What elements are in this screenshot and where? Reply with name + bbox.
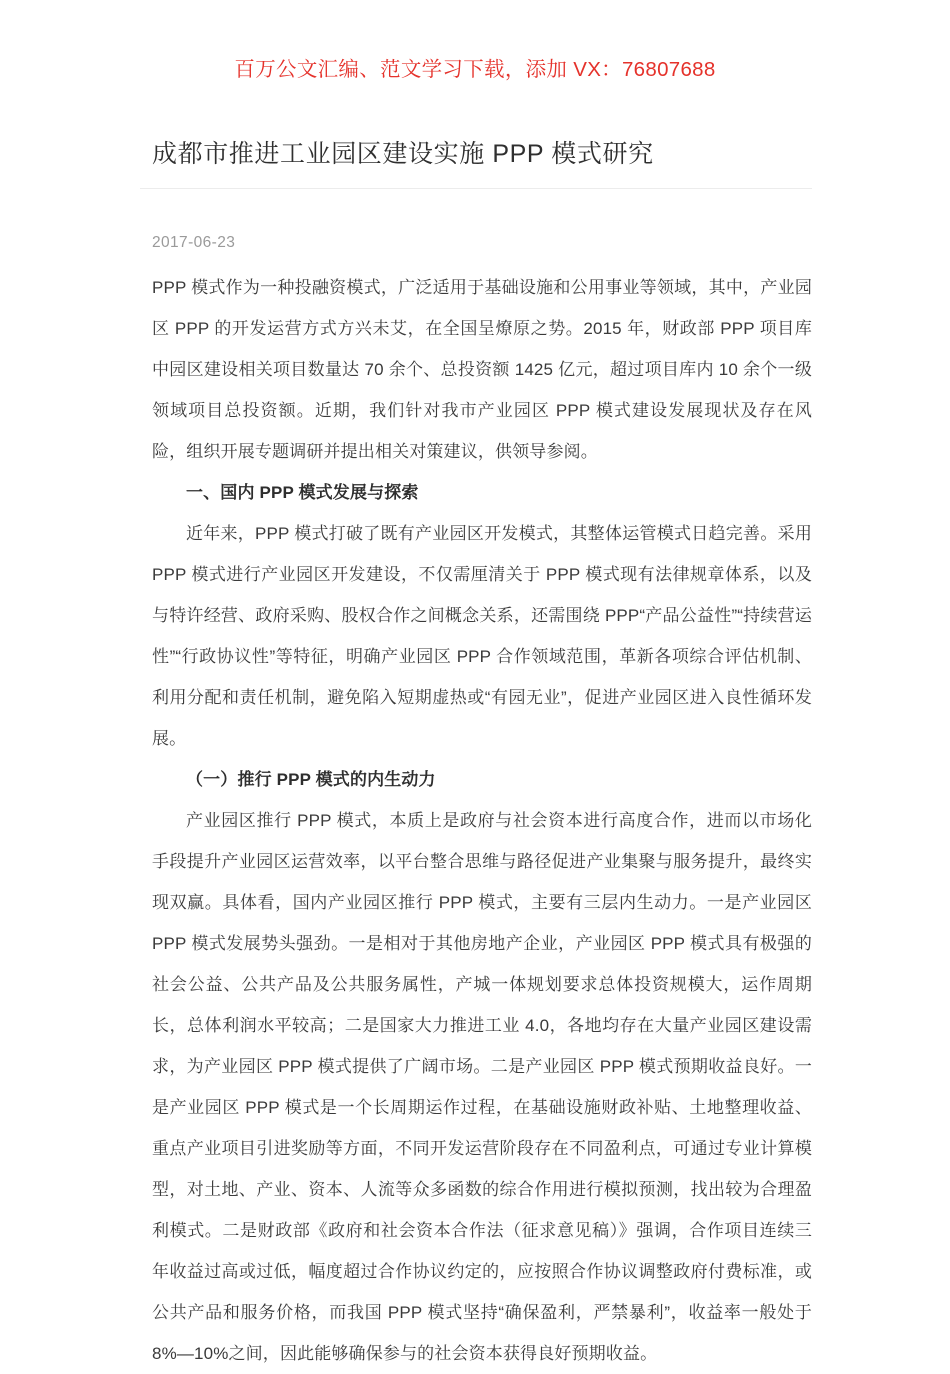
document-container [140, 126, 812, 1374]
page-title: 成都市推进工业园区建设实施 PPP 模式研究 [152, 140, 654, 168]
document-body [140, 267, 812, 1374]
body-paragraph: 近年来，PPP 模式打破了既有产业园区开发模式，其整体运管模式日趋完善。采用 PPP 模式进行产业园区开发建设，不仅需厘清关于 PPP 模式现有法律规章体系，以及与特许经营、政府采购、股权合作之间概念关系，还需围绕 PPP“产品公益性”“持续营运性”“行政协议性”等特征，明确产业园区 PPP 合作领域范围，革新各项综合评估机制、利用分配和责任机制，避免陷入短期虚热或“有园无业”，促进产业园区进入良性循环发展。 [152, 523, 812, 748]
body-paragraph: PPP 模式作为一种投融资模式，广泛适用于基础设施和公用事业等领域，其中，产业园区 PPP 的开发运营方式方兴未艾，在全国呈燎原之势。2015 年，财政部 PPP 项目库中园区建设相关项目数量达 70 余个、总投资额 1425 亿元，超过项目库内 10 余个一级领域项目总投资额。近期，我们针对我市产业园区 PPP 模式建设发展现状及存在风险，组织开展专题调研并提出相关对策建议，供领导参阅。 [152, 277, 812, 461]
section-heading: 一、国内 PPP 模式发展与探索 [186, 482, 419, 502]
title-divider [140, 188, 812, 189]
publish-date: 2017-06-23 [152, 234, 236, 252]
promo-text: 百万公文汇编、范文学习下载，添加 VX：76807688 [234, 58, 716, 81]
subsection-heading: （一）推行 PPP 模式的内生动力 [186, 769, 436, 789]
body-paragraph: 产业园区推行 PPP 模式，本质上是政府与社会资本进行高度合作，进而以市场化手段提升产业园区运营效率，以平台整合思维与路径促进产业集聚与服务提升，最终实现双赢。具体看，国内产业园区推行 PPP 模式，主要有三层内生动力。一是产业园区 PPP 模式发展势头强劲。一是相对于其他房地产企业，产业园区 PPP 模式具有极强的社会公益、公共产品及公共服务属性，产城一体规划要求总体投资规模大，运作周期长，总体利润水平较高；二是国家大力推进工业 4.0，各地均存在大量产业园区建设需求，为产业园区 PPP 模式提供了广阔市场。二是产业园区 PPP 模式预期收益良好。一是产业园区 PPP 模式是一个长周期运作过程，在基础设施财政补贴、土地整理收益、重点产业项目引进奖励等方面，不同开发运营阶段存在不同盈利点，可通过专业计算模型，对土地、产业、资本、人流等众多函数的综合作用进行模拟预测，找出较为合理盈利模式。二是财政部《政府和社会资本合作法（征求意见稿）》强调，合作项目连续三年收益过高或过低，幅度超过合作协议约定的，应按照合作协议调整政府付费标准，或公共产品和服务价格，而我国 PPP 模式坚持“确保盈利，严禁暴利”，收益率一般处于 8%—10%之间，因此能够确保参与的社会资本获得良好预期收益。 [152, 810, 812, 1363]
promo-banner [0, 0, 950, 89]
